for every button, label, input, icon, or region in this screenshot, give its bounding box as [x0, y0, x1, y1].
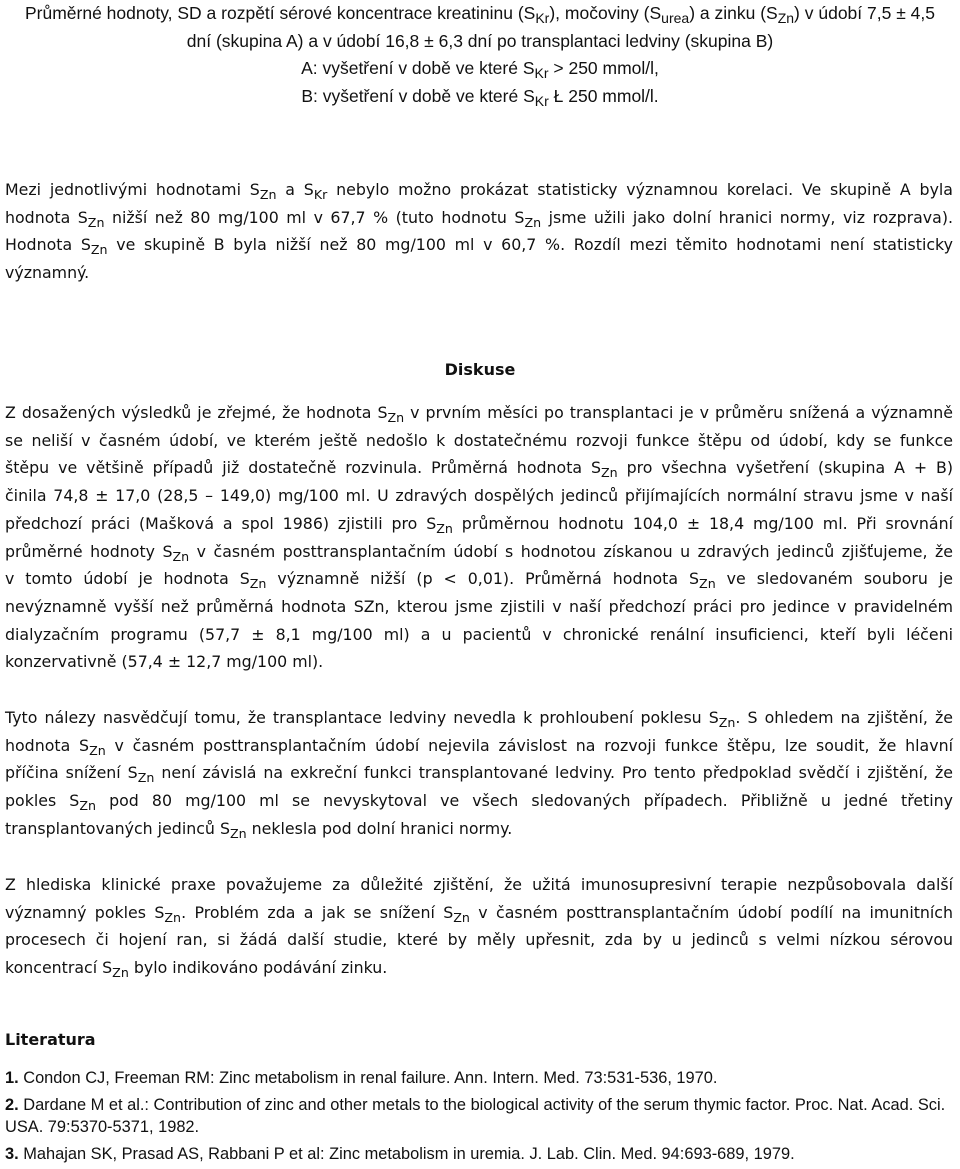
text: není závislá na exkreční funkci transplantované ledviny. Pro tento předpoklad svědčí i zjištění, že — [154, 763, 953, 783]
text: pod 80 mg/100 ml se nevyskytoval ve všech sledovaných případech. Přibližně u jedné třetiny — [95, 791, 953, 811]
text: předchozí práci (Mašková a spol 1986) zjistili pro S — [5, 513, 437, 533]
subscript: Zn — [387, 409, 405, 425]
text: jsme užili jako dolní hranici normy, viz rozprava). — [541, 207, 954, 227]
text: Mezi jednotlivými hodnotami S — [5, 180, 260, 199]
reference-number: 2. — [5, 1096, 19, 1114]
reference-item — [5, 1094, 953, 1138]
subscript: urea — [661, 10, 690, 27]
reference-text: Dardane M et al.: Contribution of zinc and other metals to the biological activity of the serum thymic factor. Proc. Nat. Acad. Sci. USA. 79:5370-5371, 1982. — [5, 1096, 946, 1136]
text: pokles S — [5, 791, 80, 811]
subscript: Zn — [79, 797, 96, 813]
text: v časném posttransplantačním údobí s hodnotou získanou u zdravých jedinců zjišťujeme, že — [189, 541, 953, 561]
caption-text: > 250 mmol/l, — [548, 58, 659, 78]
subscript: Zn — [259, 186, 277, 202]
caption-text: A: vyšetření v době ve které S — [301, 58, 535, 78]
text-line: činila 74,8 ± 17,0 (28,5 – 149,0) mg/100 ml. U zdravých dospělých jedinců přijímajících normální stravu jsme v naší — [5, 486, 953, 506]
reference-text: Mahajan SK, Prasad AS, Rabbani P et al: Zinc metabolism in uremia. J. Lab. Clin. Med. 94:693-689, 1979. — [18, 1145, 795, 1163]
subscript: Zn — [777, 10, 795, 27]
caption-text: ) a zinku (S — [689, 3, 778, 23]
results-paragraph — [5, 176, 953, 287]
text-line — [5, 510, 953, 538]
section-heading-literatura: Literatura — [5, 1030, 96, 1049]
text: koncentrací S — [5, 958, 113, 978]
caption-line — [0, 0, 960, 28]
section-heading-diskuse: Diskuse — [444, 360, 516, 379]
text: Z dosažených výsledků je zřejmé, že hodnota S — [5, 403, 388, 422]
text: Hodnota S — [5, 235, 91, 255]
text: nebylo možno prokázat statisticky významnou korelaci. Ve skupině A byla — [327, 180, 953, 199]
text: v prvním měsíci po transplantaci je v průměru snížená a významně — [404, 403, 953, 422]
table-caption — [0, 0, 960, 110]
text-line — [5, 565, 953, 593]
text: neklesla pod dolní hranici normy. — [246, 818, 513, 838]
text: . S ohledem na zjištění, že — [735, 708, 953, 727]
subscript: Zn — [229, 825, 247, 841]
text: průměrné hodnoty S — [5, 541, 173, 561]
subscript: Kr — [535, 10, 550, 27]
caption-line: dní (skupina A) a v údobí 16,8 ± 6,3 dní po transplantaci ledviny (skupina B) — [186, 30, 774, 51]
text: příčina snížení S — [5, 763, 138, 783]
text-line — [5, 899, 953, 927]
text-line: se neliší v časném údobí, ve kterém ještě nedošlo k dostatečnému rozvoji funkce štěpu od údobí, kdy se funkce — [5, 430, 953, 450]
reference-item — [5, 1143, 953, 1165]
reference-number: 3. — [5, 1145, 19, 1163]
text: hodnota S — [5, 207, 88, 227]
caption-text: Ł 250 mmol/l. — [548, 85, 659, 106]
text-line — [5, 538, 953, 566]
discussion-paragraph-1 — [5, 399, 953, 676]
subscript: Zn — [112, 964, 129, 980]
text: významně nižší (p < 0,01). Průměrná hodnota S — [266, 569, 700, 589]
text: bylo indikováno podávání zinku. — [128, 958, 388, 978]
text: významný pokles S — [5, 902, 165, 922]
reference-list — [5, 1067, 953, 1165]
discussion-paragraph-3 — [5, 871, 953, 982]
subscript: Kr — [534, 65, 549, 82]
text: Tyto nálezy nasvědčují tomu, že transplantace ledviny nevedla k prohloubení poklesu S — [5, 708, 719, 727]
subscript: Zn — [249, 576, 267, 591]
text-line — [5, 454, 953, 482]
reference-text: Condon CJ, Freeman RM: Zinc metabolism in renal failure. Ann. Intern. Med. 73:531-536, 1970. — [18, 1069, 718, 1087]
reference-number: 1. — [5, 1069, 19, 1087]
text: v časném posttransplantačním údobí nejevila závislost na rozvoji funkce štěpu, lze soudit, že hlavní — [105, 735, 953, 755]
subscript: Zn — [718, 714, 736, 730]
subscript: Zn — [90, 242, 108, 258]
text-line — [5, 815, 953, 843]
subscript: Zn — [453, 909, 470, 925]
subscript: Zn — [601, 465, 618, 481]
subscript: Zn — [164, 909, 182, 925]
caption-text: ), močoviny (S — [549, 3, 662, 23]
text-line — [5, 204, 953, 232]
text: pro všechna vyšetření (skupina A + B) — [617, 458, 953, 478]
text: . Problém zda a jak se snížení S — [181, 902, 454, 922]
text-line: Z hlediska klinické praxe považujeme za důležité zjištění, že užitá imunosupresivní terapie nezpůsobovala další — [5, 875, 953, 894]
text-line: konzervativně (57,4 ± 12,7 mg/100 ml). — [5, 652, 324, 672]
text: průměrnou hodnotu 104,0 ± 18,4 mg/100 ml. Při srovnání — [452, 513, 953, 533]
discussion-paragraph-2 — [5, 704, 953, 843]
subscript: Kr — [313, 186, 328, 202]
text-line — [5, 732, 953, 760]
text-line: procesech či hojení ran, si žádá další studie, které by měly upřesnit, zda by u jedinců s velmi nízkou sérovou — [5, 930, 953, 950]
subscript: Zn — [89, 742, 106, 758]
text: v tomto údobí je hodnota S — [5, 569, 250, 589]
text: nižší než 80 mg/100 ml v 67,7 % (tuto hodnotu S — [104, 207, 525, 227]
caption-text: ) v údobí 7,5 ± 4,5 — [794, 3, 935, 23]
text-line: významný. — [5, 263, 90, 283]
text-line — [5, 759, 953, 787]
reference-item — [5, 1067, 953, 1089]
text-line — [5, 176, 953, 204]
text-line — [5, 231, 953, 259]
text: transplantovaných jedinců S — [5, 818, 230, 838]
caption-text: Průměrné hodnoty, SD a rozpětí sérové koncentrace kreatininu (S — [24, 3, 536, 23]
caption-text: B: vyšetření v době ve které S — [301, 85, 535, 106]
text-line: nevýznamně vyšší než průměrná hodnota SZn, kterou jsme zjistili v naší předchozí práci pro jedince v pravidelném — [5, 596, 953, 616]
subscript: Zn — [137, 770, 155, 786]
text: a S — [276, 180, 314, 199]
text-line: dialyzačním programu (57,7 ± 8,1 mg/100 ml) a u pacientů v chronické renální insuficienci, kteří byli léčeni — [5, 624, 953, 644]
caption-line — [0, 83, 960, 111]
subscript: Zn — [172, 548, 190, 564]
text-line — [5, 399, 953, 427]
text-line — [5, 787, 953, 815]
subscript: Zn — [699, 576, 716, 591]
text-line — [5, 954, 953, 982]
subscript: Zn — [87, 214, 105, 230]
subscript: Zn — [436, 520, 453, 536]
text: ve skupině B byla nižší než 80 mg/100 ml v 60,7 %. Rozdíl mezi těmito hodnotami není statisticky — [107, 235, 953, 255]
caption-line — [0, 55, 960, 83]
text: ve sledovaném souboru je — [715, 569, 953, 589]
text: v časném posttransplantačním údobí podílí na imunitních — [469, 902, 953, 922]
text: štěpu ve většině případů již dostatečně rozvinula. Průměrná hodnota S — [5, 458, 602, 478]
subscript: Zn — [524, 214, 542, 230]
text: hodnota S — [5, 735, 90, 755]
text-line — [5, 704, 953, 732]
subscript: Kr — [534, 92, 549, 109]
